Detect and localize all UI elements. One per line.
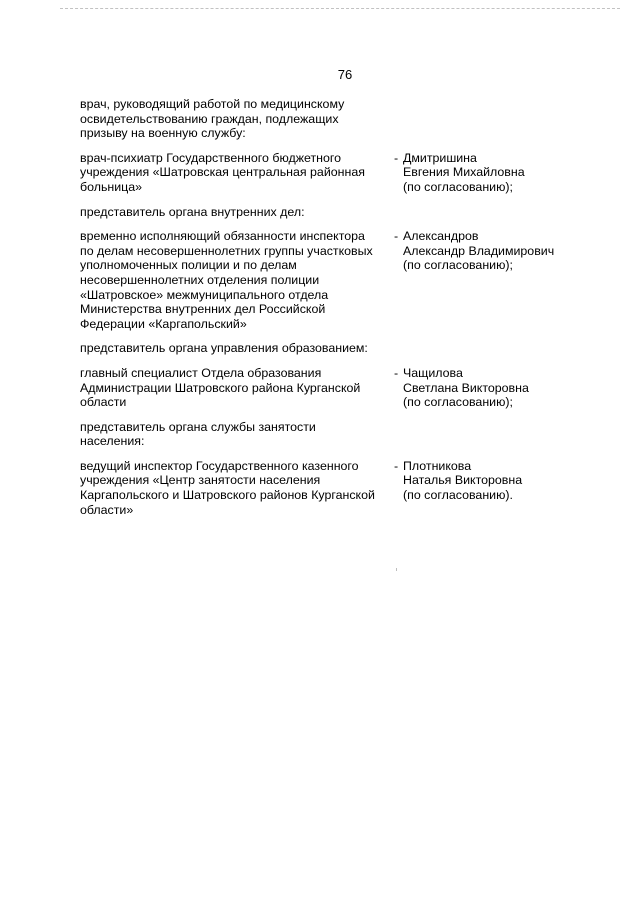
entry-person xyxy=(394,459,522,503)
entry-dash: - xyxy=(394,458,399,473)
entry-person xyxy=(394,366,529,410)
entry-person xyxy=(394,229,554,273)
document-body xyxy=(80,97,580,527)
heading-employment-service: представитель органа службы занятости населения: xyxy=(80,419,316,449)
entry-position: временно исполняющий обязанности инспектора по делам несовершеннолетних группы участковых уполномоченных полиции и по делам несовершеннолетних отделения полиции «Шатровское» межмуниципального отдела Министерства внутренних дел Российской Федерации «Каргапольский» xyxy=(80,229,373,331)
entry-employment-inspector xyxy=(80,459,580,517)
entry-person-name: Александров Александр Владимирович (по согласованию); xyxy=(403,229,555,273)
entry-position: врач-психиатр Государственного бюджетного учреждения «Шатровская центральная районная больница» xyxy=(80,150,365,194)
heading-education: представитель органа управления образованием: xyxy=(80,341,368,356)
entry-education-specialist xyxy=(80,366,580,410)
scan-artifact xyxy=(396,568,397,571)
entry-dash: - xyxy=(394,365,399,380)
page-number: 76 xyxy=(337,67,353,82)
heading-medical-doctor: врач, руководящий работой по медицинскому освидетельствованию граждан, подлежащих призыву на военную службу: xyxy=(80,97,345,141)
entry-position: главный специалист Отдела образования Администрации Шатровского района Курганской области xyxy=(80,365,361,410)
entry-dash: - xyxy=(394,229,399,244)
entry-person xyxy=(394,151,525,195)
entry-police-inspector xyxy=(80,229,580,331)
entry-position: ведущий инспектор Государственного казенного учреждения «Центр занятости населения Каргапольского и Шатровского районов Курганской области» xyxy=(80,458,375,517)
entry-person-name: Плотникова Наталья Викторовна (по согласованию). xyxy=(403,458,523,503)
entry-psychiatrist xyxy=(80,151,580,195)
entry-dash: - xyxy=(394,150,399,165)
entry-person-name: Дмитришина Евгения Михайловна (по согласованию); xyxy=(403,150,525,194)
heading-internal-affairs: представитель органа внутренних дел: xyxy=(80,204,305,219)
entry-person-name: Чащилова Светлана Викторовна (по согласованию); xyxy=(403,365,529,410)
scan-edge-line xyxy=(60,8,620,9)
